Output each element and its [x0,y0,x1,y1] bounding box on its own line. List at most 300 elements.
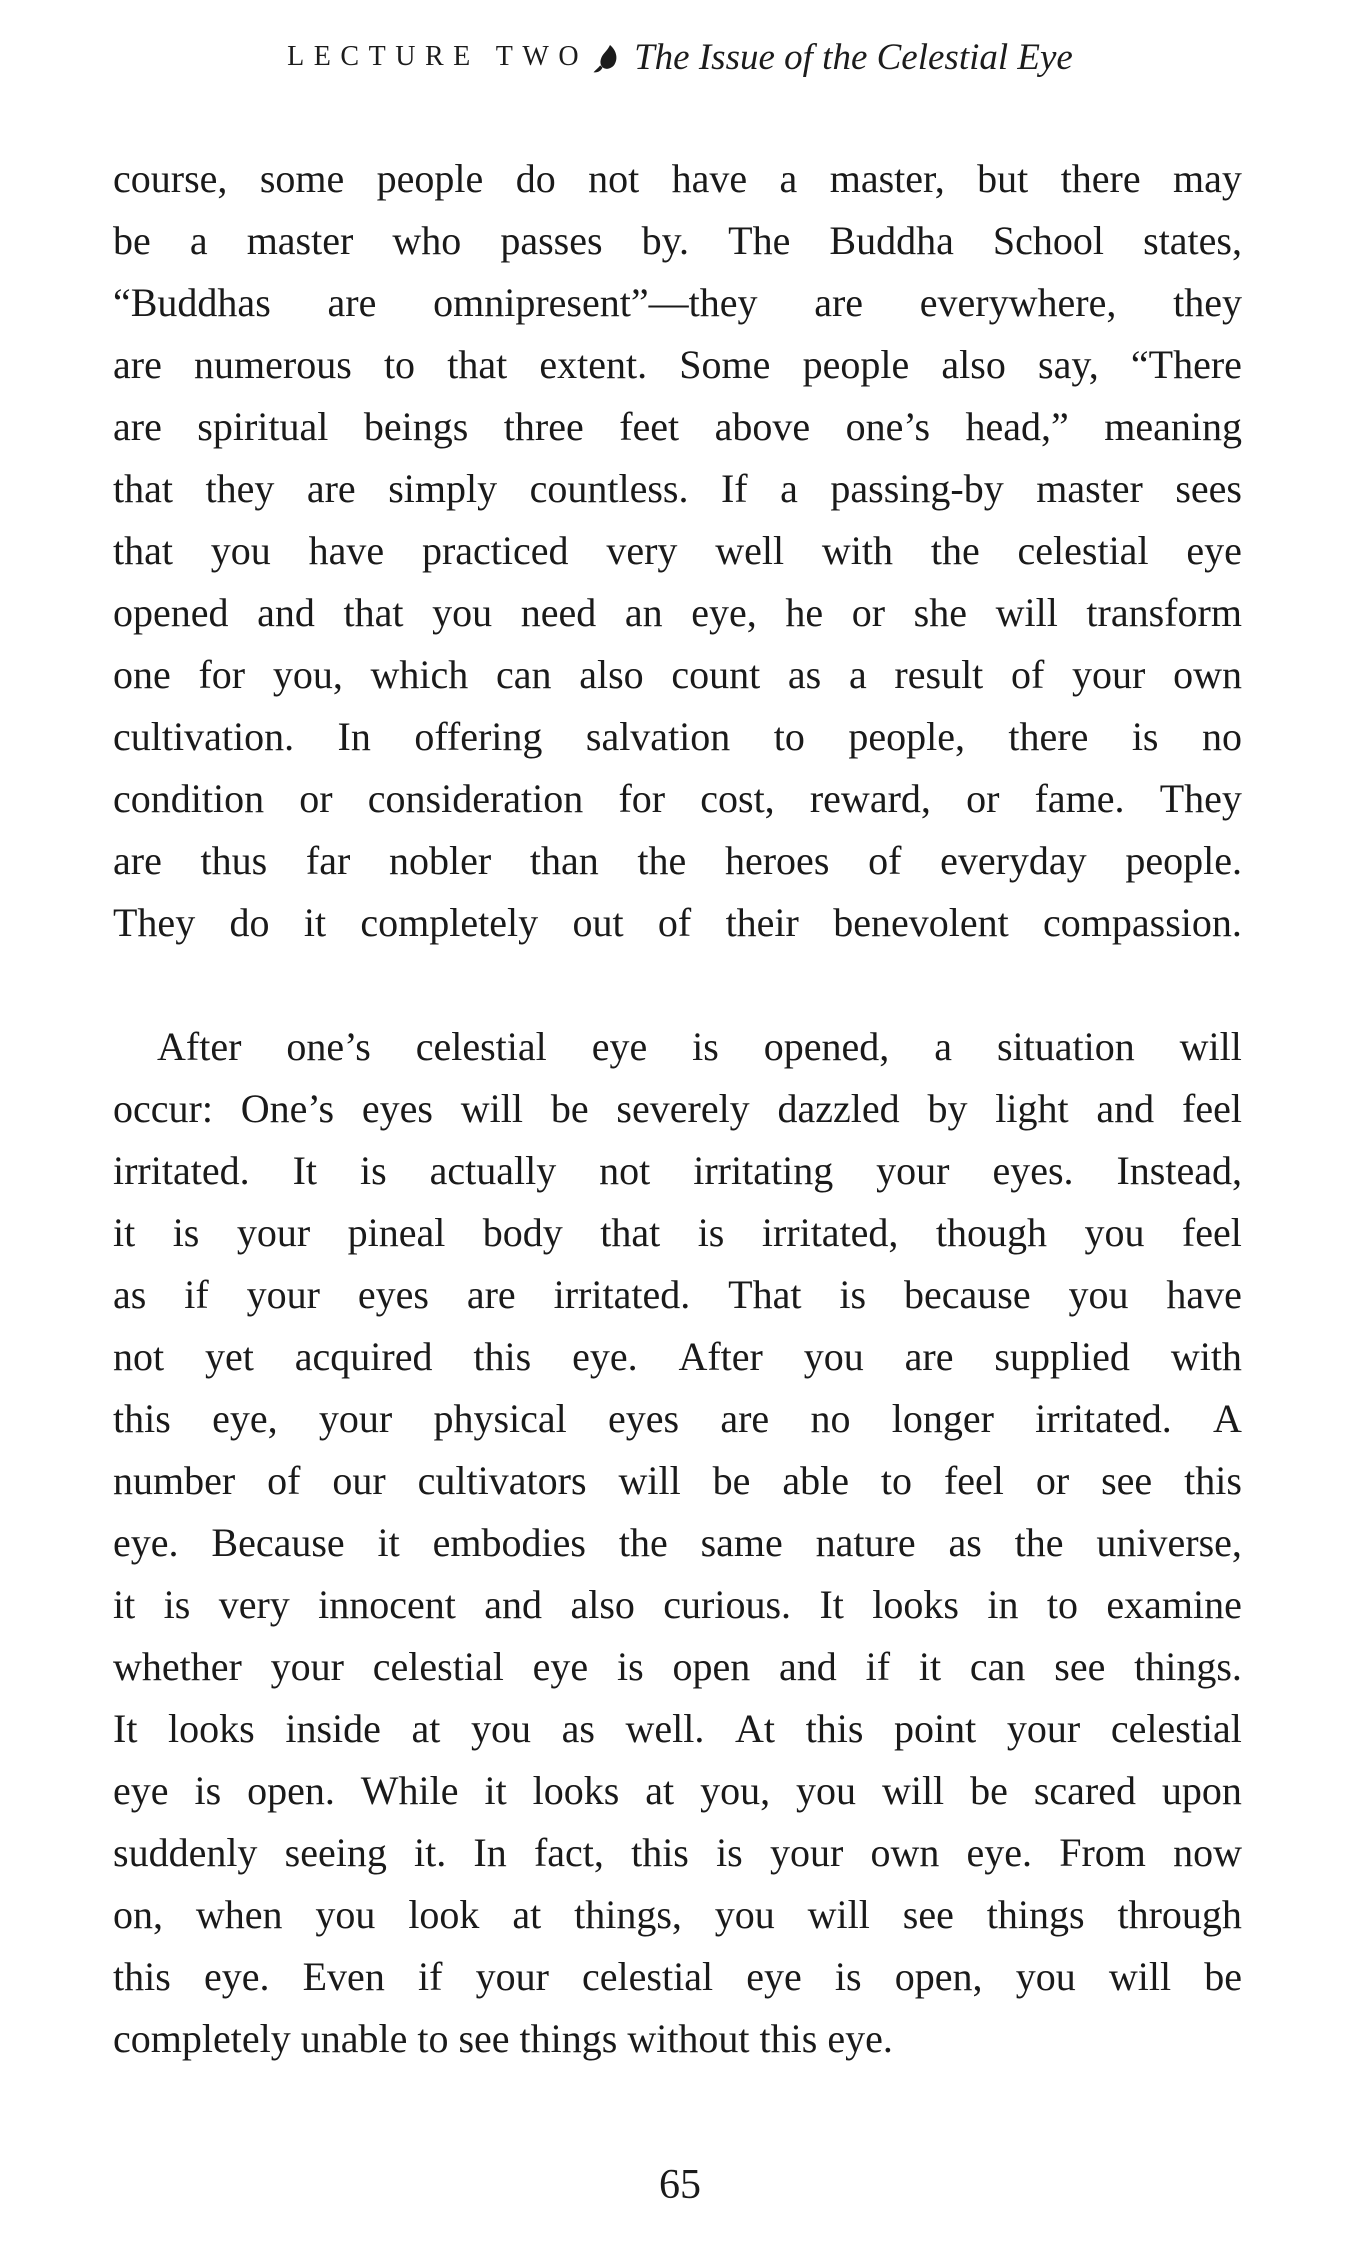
word: fame. [1034,776,1125,821]
word: That [728,1272,802,1317]
word: say, [1038,342,1099,387]
word: curious. [663,1582,792,1627]
word: eye. [966,1830,1033,1875]
word: your [236,1210,311,1255]
text-line [113,1388,1242,1450]
word: situation [996,1024,1135,1069]
word: this [1184,1458,1242,1503]
word: things [986,1892,1085,1937]
word: dazzled [777,1086,900,1131]
word: occur: [113,1086,213,1131]
word: will [995,590,1058,635]
word: celestial [415,1024,547,1069]
word: eye [591,1024,648,1069]
word: one’s [286,1024,371,1069]
word: the [637,838,687,883]
word: Instead, [1116,1148,1242,1193]
word: celestial [1110,1706,1242,1751]
word: head,” [965,404,1069,449]
text-line [113,1574,1242,1636]
page-body [113,148,1242,2070]
word: is [163,1582,191,1627]
word: actually [429,1148,557,1193]
word: examine [1106,1582,1242,1627]
text-line [113,210,1242,272]
word: you [1068,1272,1129,1317]
word: this [631,1830,689,1875]
word: things, [574,1892,682,1937]
word: It [819,1582,844,1627]
text-line [113,1822,1242,1884]
word: irritated. [1035,1396,1172,1441]
word: will [460,1086,524,1131]
word: whether [113,1644,242,1689]
word: celestial [1017,528,1149,573]
word: eye. [572,1334,638,1379]
word: feel [1182,1086,1242,1131]
text-line [113,830,1242,892]
word: not [588,156,640,201]
folio-container [0,2161,1360,2209]
word: Some [679,342,771,387]
word: be [550,1086,589,1131]
word: is [194,1768,222,1813]
word: eyes. [992,1148,1074,1193]
word: inside [285,1706,381,1751]
word: and [779,1644,837,1689]
word: a [780,466,798,511]
word: is [172,1210,200,1255]
word: meaning [1104,404,1242,449]
word: of [1011,652,1045,697]
word: A [1213,1396,1242,1441]
word: you [210,528,271,573]
word: heroes [724,838,830,883]
word: School [992,218,1105,263]
word: cultivation. [113,714,295,759]
word: eye. [203,1954,270,1999]
word: you [432,590,493,635]
word: that [600,1210,661,1255]
word: your [769,1830,844,1875]
text-line [113,272,1242,334]
word: are [466,1272,516,1317]
word: looks [168,1706,255,1751]
word: course, [113,156,228,201]
word: have [1166,1272,1242,1317]
word: this [473,1334,532,1379]
word: it [918,1644,942,1689]
word: benevolent [833,900,1009,945]
word: are [814,280,864,325]
word: condition [113,776,265,821]
word: you, [272,652,343,697]
word: They [1159,776,1242,821]
word: is [834,1954,862,1999]
word: the [618,1520,668,1565]
word: it [303,900,327,945]
word: point [894,1706,977,1751]
word: they [1173,280,1242,325]
word: this [805,1706,864,1751]
word: of [657,900,692,945]
word: it [113,1210,136,1255]
word: who [392,218,462,263]
word: In [337,714,371,759]
word: reward, [809,776,931,821]
word: offering [414,714,543,759]
word: a [848,652,867,697]
word: “Buddhas [113,280,271,325]
word: same [700,1520,783,1565]
word: above [714,404,811,449]
word: will [1179,1024,1242,1069]
word: if [865,1644,891,1689]
word: by. [641,218,690,263]
word: also [579,652,644,697]
word: that [113,528,173,573]
word: it. [414,1830,447,1875]
word: there [1060,156,1141,201]
word: number [113,1458,236,1503]
word: are [306,466,356,511]
word: your [1072,652,1146,697]
text-line: completely unable to see things without this eye. [113,2016,893,2061]
word: people. [1125,838,1242,883]
word: will [881,1768,945,1813]
word: consideration [367,776,584,821]
word: can [495,652,552,697]
word: your [876,1148,950,1193]
word: irritated, [761,1210,899,1255]
text-line [113,458,1242,520]
word: at [512,1892,542,1937]
word: It [113,1706,138,1751]
word: spiritual [197,404,329,449]
word: the [1014,1520,1064,1565]
word: if [184,1272,209,1317]
word: and [484,1582,543,1627]
word: you [1015,1954,1076,1999]
word: passing-by [830,466,1004,511]
word: some [259,156,345,201]
word: well [715,528,785,573]
word: universe, [1096,1520,1242,1565]
word: light [995,1086,1069,1131]
word: people, [848,714,965,759]
word: cost, [700,776,775,821]
word: do [229,900,270,945]
word: one’s [845,404,931,449]
text-line [113,706,1242,768]
word: innocent [318,1582,456,1627]
word: fact, [533,1830,604,1875]
word: It [292,1148,317,1193]
word: They [113,900,196,945]
text-line [113,1078,1242,1140]
word: looks [872,1582,959,1627]
word: eye, [691,590,757,635]
word: that [113,466,173,511]
word: severely [616,1086,750,1131]
word: count [671,652,761,697]
word: Even [302,1954,385,1999]
word: as [787,652,822,697]
word: After [678,1334,763,1379]
word: also [941,342,1006,387]
word: are [113,838,162,883]
word: are [113,404,162,449]
word: are [720,1396,770,1441]
word: master [246,218,354,263]
word: salvation [585,714,731,759]
word: things. [1134,1644,1242,1689]
word: open, [894,1954,983,1999]
word: you [315,1892,376,1937]
word: you [714,1892,775,1937]
text-line [113,148,1242,210]
word: for [198,652,246,697]
word: not [599,1148,651,1193]
word: to [773,714,805,759]
word: not [113,1334,165,1379]
word: people [802,342,910,387]
word: by [927,1086,968,1131]
word: your [475,1954,549,1999]
word: that [343,590,404,635]
word: she [913,590,967,635]
word: than [529,838,599,883]
header-section-label: LECTURE TWO [287,41,589,72]
word: very [606,528,678,573]
word: result [894,652,984,697]
word: eye [1186,528,1242,573]
word: you [803,1334,864,1379]
word: if [417,1954,443,1999]
word: your [246,1272,320,1317]
word: celestial [372,1644,504,1689]
page-number: 65 [659,2162,701,2208]
text-line [113,1760,1242,1822]
text-line [113,1016,1242,1078]
word: or [966,776,1000,821]
text-line [113,396,1242,458]
hedera-leaf-icon [592,43,620,75]
word: nature [815,1520,916,1565]
word: are [327,280,377,325]
word: completely [360,900,539,945]
word: eyes [357,1272,429,1317]
word: far [305,838,351,883]
word: countless. [529,466,689,511]
word: open [672,1644,751,1689]
word: will [1108,1954,1172,1999]
text-line [113,520,1242,582]
word: master [1036,466,1143,511]
word: own [870,1830,940,1875]
word: it [113,1582,136,1627]
text-line [113,334,1242,396]
word: see [1101,1458,1153,1503]
word: pineal [347,1210,446,1255]
word: open. [247,1768,335,1813]
word: upon [1161,1768,1242,1813]
word: longer [891,1396,994,1441]
word: well. [625,1706,705,1751]
word: own [1173,652,1242,697]
word: is [839,1272,867,1317]
word: eyes [361,1086,433,1131]
text-line [113,1698,1242,1760]
word: and [1096,1086,1155,1131]
word: Because [211,1520,345,1565]
word: at [411,1706,441,1751]
word: have [671,156,748,201]
text-line [113,1884,1242,1946]
word: Buddha [829,218,954,263]
word: as [948,1520,982,1565]
word: people [376,156,484,201]
word: At [735,1706,776,1751]
word: simply [388,466,498,511]
word: “There [1130,342,1242,387]
word: irritated. [553,1272,691,1317]
word: numerous [194,342,352,387]
word: embodies [432,1520,586,1565]
word: because [903,1272,1031,1317]
word: One’s [240,1086,335,1131]
text-line [113,1202,1242,1264]
word: to [383,342,416,387]
word: In [473,1830,507,1875]
word: nobler [388,838,492,883]
word: this [113,1954,171,1999]
word: there [1008,714,1089,759]
word: a [779,156,798,201]
word: on, [113,1892,163,1937]
word: an [624,590,663,635]
word: you [470,1706,531,1751]
word: our [332,1458,386,1503]
text-line [113,582,1242,644]
header-chapter-title: The Issue of the Celestial Eye [634,36,1073,78]
running-header [0,34,1360,80]
word: that [447,342,508,387]
word: when [195,1892,283,1937]
word: out [572,900,624,945]
word: thus [200,838,268,883]
text-line [113,1140,1242,1202]
word: through [1117,1892,1242,1937]
word: opened [113,590,229,635]
word: need [520,590,597,635]
word: can [969,1644,1026,1689]
word: as [561,1706,595,1751]
word: their [725,900,799,945]
word: you [796,1768,856,1813]
word: this [113,1396,171,1441]
word: you, [700,1768,771,1813]
word: is [359,1148,387,1193]
word: yet [205,1334,254,1379]
word: he [785,590,824,635]
word: eye. [113,1520,179,1565]
word: be [113,218,151,263]
word: be [712,1458,751,1503]
word: extent. [539,342,648,387]
word: eyes [608,1396,680,1441]
word: From [1059,1830,1146,1875]
word: states, [1143,218,1242,263]
word: The [728,218,791,263]
word: irritated. [113,1148,250,1193]
word: eye, [212,1396,278,1441]
word: your [318,1396,393,1441]
text-line [113,1946,1242,2008]
word: be [970,1768,1008,1813]
word: scared [1033,1768,1136,1813]
text-line [113,768,1242,830]
word: eye [746,1954,802,1999]
word: physical [433,1396,567,1441]
word: your [1006,1706,1081,1751]
word: eye [532,1644,589,1689]
word: as [113,1272,147,1317]
word: is [716,1830,743,1875]
word: very [218,1582,290,1627]
word: are [113,342,162,387]
word: is [692,1024,719,1069]
word: supplied [994,1334,1130,1379]
word: body [482,1210,563,1255]
word: is [697,1210,725,1255]
word: are [904,1334,954,1379]
word: transform [1086,590,1242,635]
word: though [935,1210,1048,1255]
word: see [1054,1644,1106,1689]
word: practiced [421,528,569,573]
word: passes [500,218,603,263]
word: feet [619,404,680,449]
word: which [370,652,469,697]
paragraph [113,1016,1242,2070]
word: they [205,466,275,511]
word: have [308,528,385,573]
word: acquired [294,1334,433,1379]
word: celestial [582,1954,714,1999]
word: in [987,1582,1019,1627]
word: feel [943,1458,1004,1503]
word: compassion. [1043,900,1242,945]
word: your [270,1644,344,1689]
word: If [720,466,748,511]
word: see [902,1892,954,1937]
word: eye [113,1768,169,1813]
text-line [113,892,1242,954]
word: with [1170,1334,1242,1379]
word: beings [363,404,469,449]
word: it [377,1520,400,1565]
word: everywhere, [919,280,1117,325]
word: no [1201,714,1242,759]
word: feel [1181,1210,1242,1255]
text-line [113,1636,1242,1698]
word: opened, [763,1024,890,1069]
word: looks [532,1768,620,1813]
word: but [977,156,1029,201]
word: cultivators [417,1458,587,1503]
word: sees [1175,466,1242,511]
